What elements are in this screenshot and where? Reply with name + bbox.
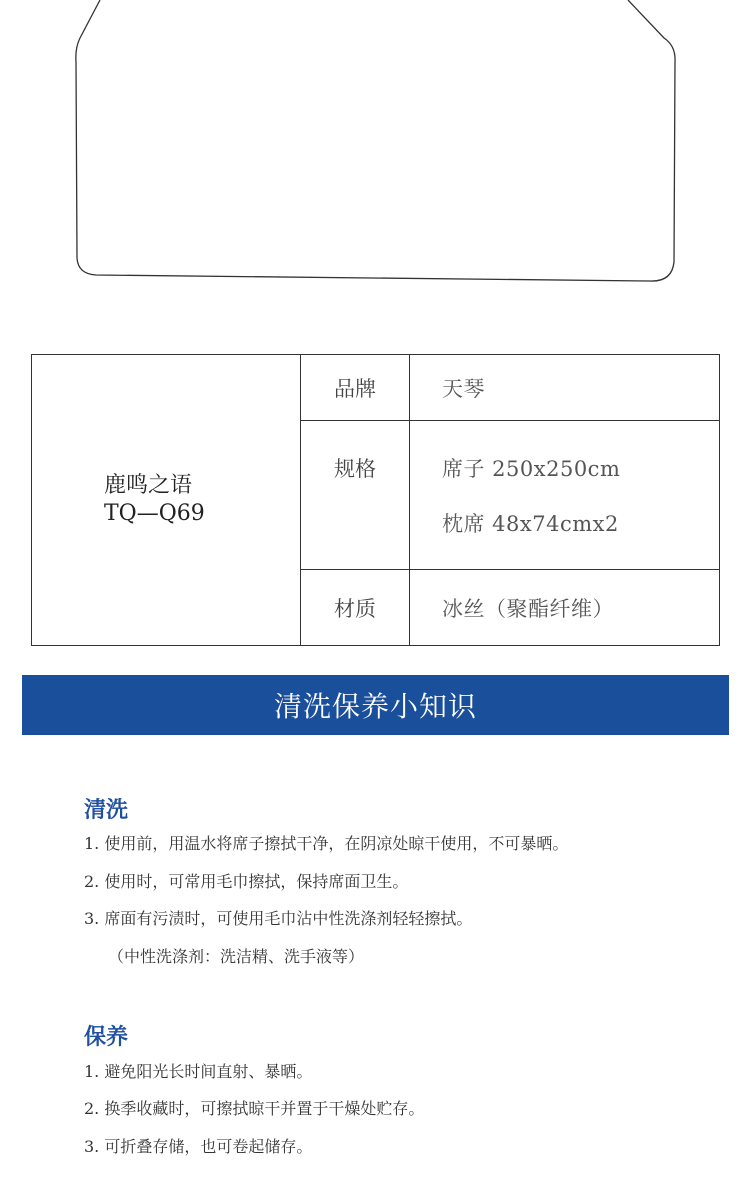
- product-name: 鹿鸣之语: [104, 473, 193, 498]
- care-item: 3. 可折叠存储，也可卷起储存。: [84, 1137, 313, 1156]
- brand-value: 天琴: [442, 377, 485, 401]
- size-label: 规格: [334, 457, 376, 481]
- product-model: TQ—Q69: [104, 501, 205, 526]
- cleaning-note: （中性洗涤剂：洗洁精、洗手液等）: [108, 947, 365, 966]
- care-item: 1. 避免阳光长时间直射、暴晒。: [84, 1062, 313, 1081]
- care-item: 2. 换季收藏时，可擦拭晾干并置于干燥处贮存。: [84, 1099, 425, 1118]
- product-name-cell: [32, 355, 300, 645]
- spec-table: [31, 354, 720, 646]
- cleaning-title: 清洗: [84, 797, 129, 823]
- material-label: 材质: [334, 597, 376, 621]
- care-tips-banner: [22, 675, 729, 735]
- care-title: 保养: [84, 1024, 129, 1050]
- material-value: 冰丝（聚酯纤维）: [442, 597, 614, 621]
- cleaning-item: 3. 席面有污渍时，可使用毛巾沾中性洗涤剂轻轻擦拭。: [84, 909, 473, 928]
- table-divider: [300, 569, 719, 570]
- cleaning-item: 2. 使用时，可常用毛巾擦拭，保持席面卫生。: [84, 872, 409, 891]
- banner-title: 清洗保养小知识: [273, 690, 477, 723]
- mat-outline-illustration: [0, 0, 750, 300]
- table-divider: [300, 420, 719, 421]
- cleaning-item: 1. 使用前，用温水将席子擦拭干净，在阴凉处晾干使用，不可暴晒。: [84, 834, 569, 853]
- brand-label: 品牌: [334, 377, 376, 401]
- size-value-mat: 席子 250x250cm: [442, 457, 621, 481]
- size-value-pillow: 枕席 48x74cmx2: [442, 512, 619, 536]
- table-divider: [409, 355, 410, 645]
